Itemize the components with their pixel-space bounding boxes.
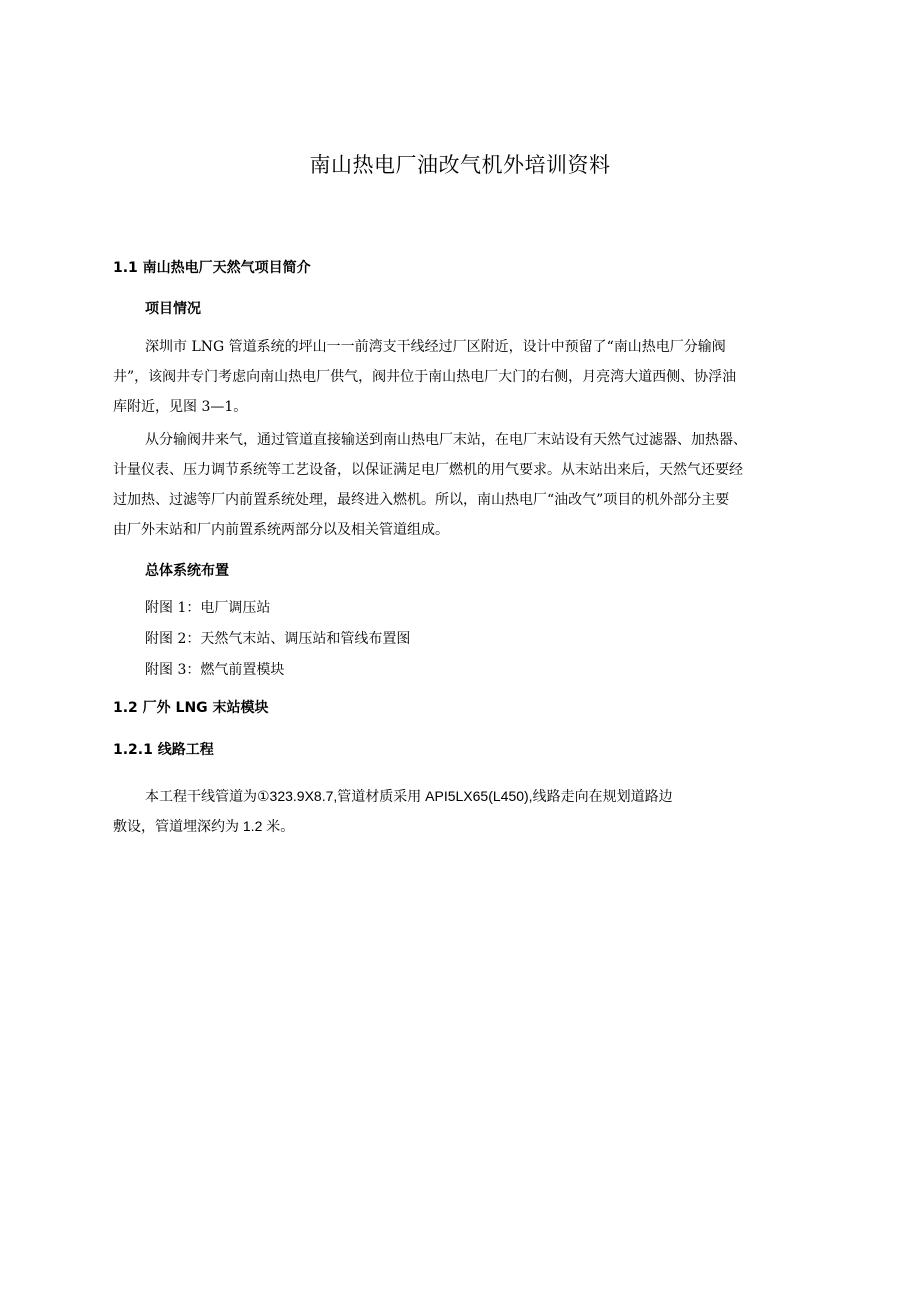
section-heading-1-1: 1.1 南山热电厂天然气项目简介 xyxy=(113,260,311,276)
paragraph-project-status xyxy=(113,332,813,422)
section-heading-1-2: 1.2 厂外 LNG 末站模块 xyxy=(113,700,269,716)
paragraph-line: 计量仪表、压力调节系统等工艺设备，以保证满足电厂燃机的用气要求。从末站出来后，天然气还要经 xyxy=(113,462,743,478)
paragraph-line: 井”，该阀井专门考虑向南山热电厂供气，阀井位于南山热电厂大门的右侧，月亮湾大道西侧、协浮油 xyxy=(113,369,737,385)
paragraph-line-engineering xyxy=(113,781,813,841)
figure-reference-3: 附图 3：燃气前置模块 xyxy=(145,662,285,678)
paragraph-line: 由厂外末站和厂内前置系统两部分以及相关管道组成。 xyxy=(113,522,449,538)
paragraph-line: 从分输阀井来气，通过管道直接输送到南山热电厂末站，在电厂末站设有天然气过滤器、加热器、 xyxy=(145,432,747,448)
paragraph-line: 过加热、过滤等厂内前置系统处理，最终进入燃机。所以，南山热电厂“油改气”项目的机外部分主要 xyxy=(113,492,730,508)
paragraph-line: 深圳市 LNG 管道系统的坪山一一前湾支干线经过厂区附近，设计中预留了“南山热电厂分输阀 xyxy=(145,339,726,355)
subheading-project-status: 项目情况 xyxy=(145,301,201,317)
figure-reference-1: 附图 1：电厂调压站 xyxy=(145,600,271,616)
subheading-system-layout: 总体系统布置 xyxy=(145,563,229,579)
paragraph-line: 库附近，见图 3—1。 xyxy=(113,399,248,415)
figure-reference-2: 附图 2：天然气末站、调压站和管线布置图 xyxy=(145,631,411,647)
section-heading-1-2-1: 1.2.1 线路工程 xyxy=(113,742,214,758)
paragraph-line: 敷设，管道埋深约为 1.2 米。 xyxy=(113,818,295,834)
paragraph-line: 本工程干线管道为①323.9X8.7,管道材质采用 API5LX65(L450),线路走向在规划道路边 xyxy=(145,788,673,804)
document-title: 南山热电厂油改气机外培训资料 xyxy=(309,153,611,177)
paragraph-gas-flow xyxy=(113,425,813,545)
